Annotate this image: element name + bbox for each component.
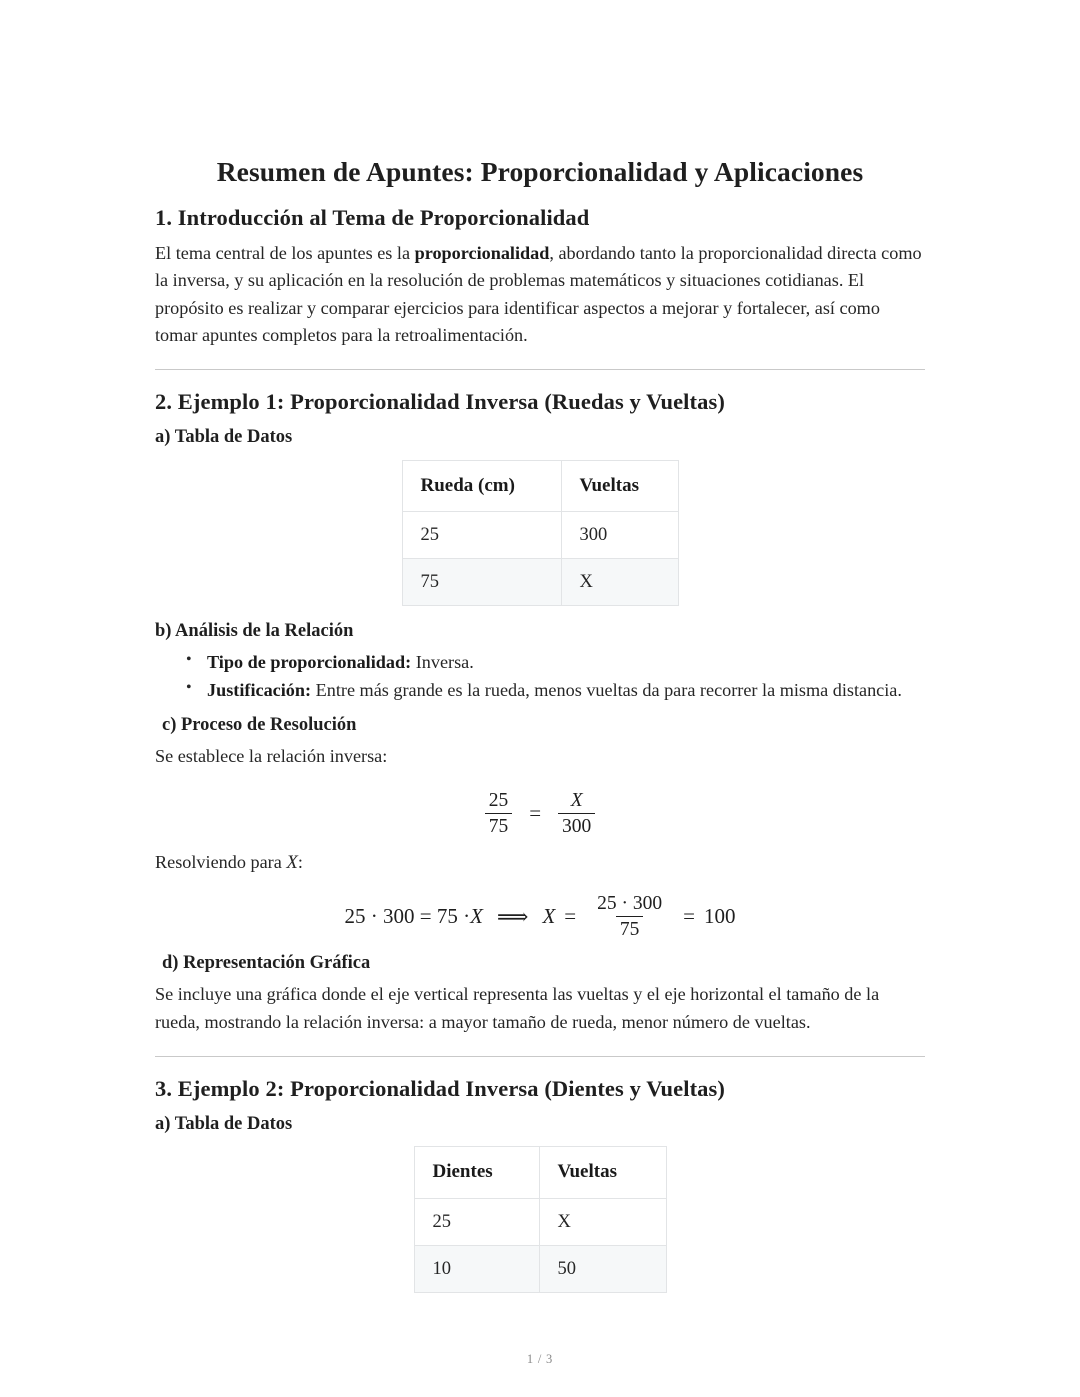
table-wrapper-example2: [155, 1146, 925, 1293]
fraction-denominator: 75: [485, 813, 513, 837]
table-column-header: Vueltas: [561, 460, 678, 512]
section-divider-2: [155, 1056, 925, 1057]
page-title: Resumen de Apuntes: Proporcionalidad y Aplicaciones: [216, 156, 864, 187]
solve-for-text: [155, 849, 925, 877]
resolution-intro-text: Se establece la relación inversa:: [155, 746, 388, 767]
intro-paragraph: [155, 240, 925, 349]
table-column-header: Rueda (cm): [402, 460, 561, 512]
table-cell: 10: [414, 1245, 539, 1292]
sub-heading-example1-a: a) Tabla de Datos: [155, 427, 293, 448]
bullet-text: Inversa.: [411, 652, 474, 673]
equals-sign: =: [529, 800, 542, 825]
table-header-row: [414, 1147, 666, 1199]
equation-result: 100: [703, 904, 736, 929]
fraction-left: [485, 790, 513, 837]
equals-sign: =: [683, 904, 695, 929]
list-item: [207, 677, 925, 704]
fraction-numerator: 25: [488, 789, 509, 811]
table-column-header: Vueltas: [539, 1147, 666, 1199]
solve-text-before: Resolviendo para: [155, 851, 287, 872]
solve-variable: X: [286, 851, 298, 873]
equals-sign: =: [564, 904, 577, 929]
solve-text-after: :: [297, 851, 303, 872]
fraction-denominator: 300: [558, 813, 595, 837]
table-row: [402, 512, 678, 559]
section-divider-1: [155, 369, 925, 370]
document-content: [155, 0, 925, 1307]
fraction-numerator: X: [570, 789, 583, 811]
sub-heading-example1-d: d) Representación Gráfica: [162, 953, 371, 974]
fraction-denominator: 75: [616, 916, 644, 940]
intro-paragraph-part2: , abordando tanto la proporcionalidad directa como la inversa, y su aplicación en la resolución de problemas matemáticos y situaciones cotidianas. El propósito es realizar y comparar ejercicios para identificar aspectos a mejorar y fortalecer, así como tomar apuntes completos para la retroalimentación.: [155, 243, 922, 346]
implies-arrow: ⟹: [496, 903, 529, 929]
table-row: [402, 559, 678, 606]
solution-fraction: [593, 893, 666, 940]
section-heading-intro: 1. Introducción al Tema de Proporcionalidad: [155, 205, 590, 230]
equation-left-side: 25 · 300 = 75 ·: [344, 904, 471, 929]
table-cell: 75: [402, 559, 561, 606]
table-row: [414, 1245, 666, 1292]
equation-solution: [155, 893, 925, 940]
table-column-header: Dientes: [414, 1147, 539, 1199]
table-cell: X: [539, 1198, 666, 1245]
sub-heading-example1-b: b) Análisis de la Relación: [155, 621, 354, 642]
fraction-right: [558, 790, 595, 837]
table-cell: 25: [414, 1198, 539, 1245]
sub-heading-example1-c: c) Proceso de Resolución: [162, 715, 357, 736]
table-wrapper-example1: [155, 460, 925, 607]
analysis-bullet-list: [155, 649, 925, 704]
graphic-representation-paragraph: Se incluye una gráfica donde el eje vertical representa las vueltas y el eje horizontal el tamaño de la rueda, mostrando la relación inversa: a mayor tamaño de rueda, menor número de vueltas.: [155, 984, 880, 1032]
data-table-ruedas: [402, 460, 679, 607]
table-header-row: [402, 460, 678, 512]
bullet-label: Tipo de proporcionalidad:: [207, 652, 412, 673]
page-footer: 1 / 3: [526, 1352, 554, 1366]
section-heading-example1: 2. Ejemplo 1: Proporcionalidad Inversa (Ruedas y Vueltas): [155, 389, 725, 415]
table-cell: 300: [561, 512, 678, 559]
table-cell: 25: [402, 512, 561, 559]
table-cell: 50: [539, 1245, 666, 1292]
section-heading-example2: 3. Ejemplo 2: Proporcionalidad Inversa (Dientes y Vueltas): [155, 1075, 725, 1101]
bullet-label: Justificación:: [207, 680, 312, 701]
table-row: [414, 1198, 666, 1245]
fraction-numerator: 25 · 300: [597, 893, 663, 915]
intro-paragraph-part1: El tema central de los apuntes es la: [155, 243, 415, 264]
intro-paragraph-bold: proporcionalidad: [414, 243, 550, 264]
list-item: [207, 649, 925, 676]
sub-heading-example2-a: a) Tabla de Datos: [155, 1113, 293, 1134]
equation-proportion: [155, 787, 925, 837]
bullet-text: Entre más grande es la rueda, menos vueltas da para recorrer la misma distancia.: [311, 680, 902, 701]
table-cell: X: [561, 559, 678, 606]
equation-left-variable: X: [470, 904, 483, 929]
equation-variable: X: [542, 904, 556, 929]
data-table-dientes: [414, 1146, 667, 1293]
